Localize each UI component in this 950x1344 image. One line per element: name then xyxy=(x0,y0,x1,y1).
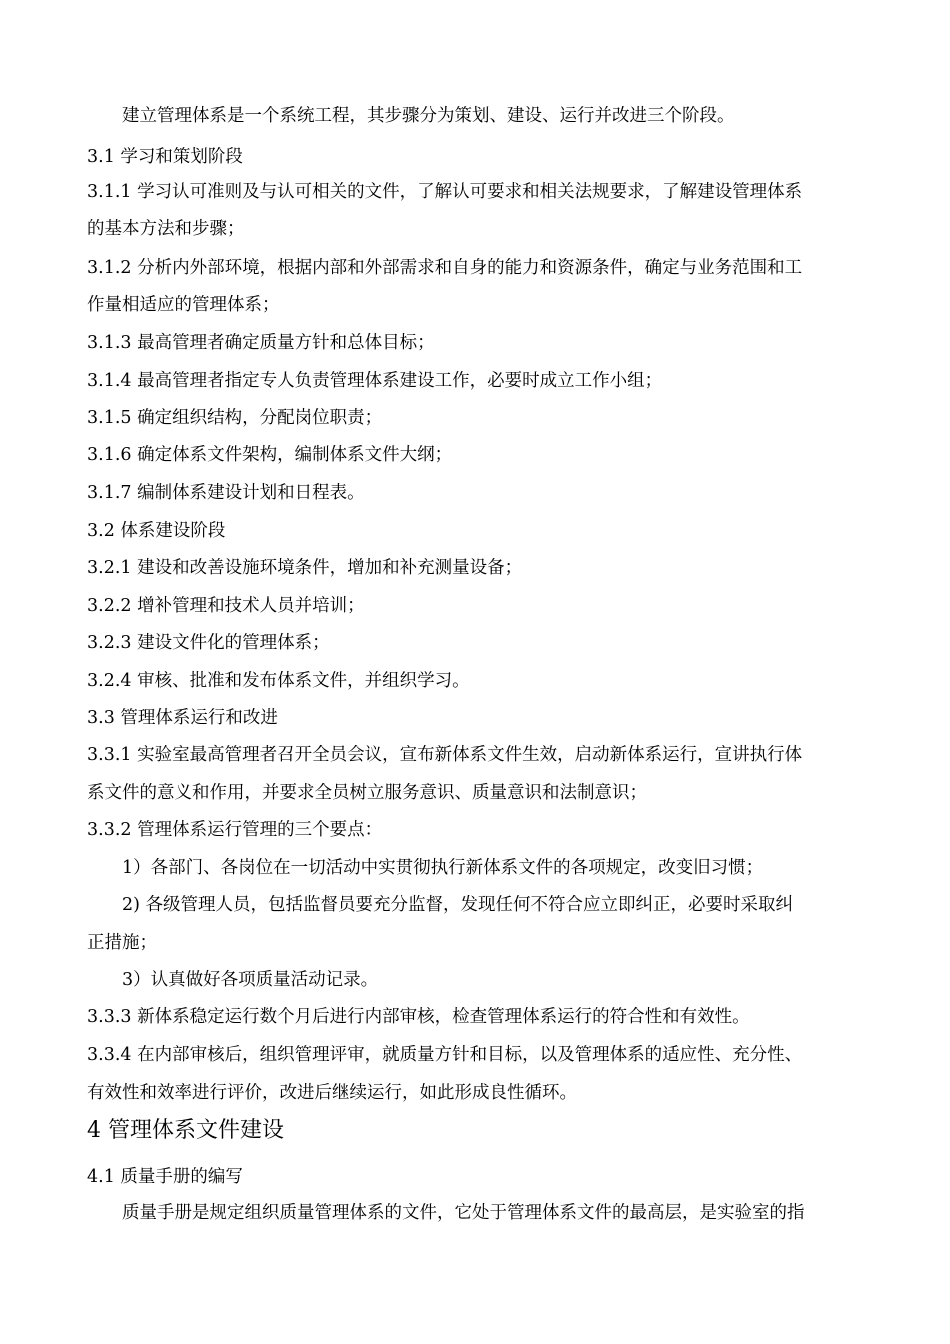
item-3-3-3: 3.3.3 新体系稳定运行数个月后进行内部审核，检查管理体系运行的符合性和有效性。 xyxy=(87,1007,750,1027)
paragraph-3-1-2: 3.1.2 分析内外部环境，根据内部和外部需求和自身的能力和资源条件，确定与业务范围和工 xyxy=(87,258,803,278)
item-3-1-4: 3.1.4 最高管理者指定专人负责管理体系建设工作，必要时成立工作小组； xyxy=(87,371,663,391)
heading-3-1: 3.1 学习和策划阶段 xyxy=(87,147,243,167)
heading-4-1: 4.1 质量手册的编写 xyxy=(87,1167,243,1187)
item-3-3-4-cont: 有效性和效率进行评价，改进后继续运行，如此形成良性循环。 xyxy=(87,1083,577,1103)
item-3-2-4: 3.2.4 审核、批准和发布体系文件，并组织学习。 xyxy=(87,671,470,691)
item-3-1-5: 3.1.5 确定组织结构，分配岗位职责； xyxy=(87,408,383,428)
heading-4: 4 管理体系文件建设 xyxy=(87,1118,284,1143)
paragraph-3-1-2-cont: 作量相适应的管理体系； xyxy=(87,295,280,315)
subitem-2-cont: 正措施； xyxy=(87,933,157,953)
paragraph-3-3-1-cont: 系文件的意义和作用，并要求全员树立服务意识、质量意识和法制意识； xyxy=(87,783,647,803)
paragraph-intro: 建立管理体系是一个系统工程，其步骤分为策划、建设、运行并改进三个阶段。 xyxy=(122,106,735,126)
paragraph-3-3-1: 3.3.1 实验室最高管理者召开全员会议，宣布新体系文件生效，启动新体系运行，宣讲执行体 xyxy=(87,745,803,765)
item-3-1-6: 3.1.6 确定体系文件架构，编制体系文件大纲； xyxy=(87,445,453,465)
item-3-1-7: 3.1.7 编制体系建设计划和日程表。 xyxy=(87,483,365,503)
item-3-3-2: 3.3.2 管理体系运行管理的三个要点： xyxy=(87,820,383,840)
subitem-1: 1）各部门、各岗位在一切活动中实贯彻执行新体系文件的各项规定，改变旧习惯； xyxy=(122,858,764,878)
item-3-2-3: 3.2.3 建设文件化的管理体系； xyxy=(87,633,330,653)
heading-3-3: 3.3 管理体系运行和改进 xyxy=(87,708,278,728)
paragraph-3-1-1: 3.1.1 学习认可准则及与认可相关的文件，了解认可要求和相关法规要求，了解建设管理体系 xyxy=(87,182,803,202)
paragraph-4-1: 质量手册是规定组织质量管理体系的文件，它处于管理体系文件的最高层，是实验室的指 xyxy=(122,1203,805,1223)
item-3-2-2: 3.2.2 增补管理和技术人员并培训； xyxy=(87,596,365,616)
subitem-3: 3）认真做好各项质量活动记录。 xyxy=(122,970,379,990)
item-3-2-1: 3.2.1 建设和改善设施环境条件，增加和补充测量设备； xyxy=(87,558,523,578)
subitem-2: 2) 各级管理人员，包括监督员要充分监督，发现任何不符合应立即纠正，必要时采取纠 xyxy=(122,895,794,915)
item-3-3-4: 3.3.4 在内部审核后，组织管理评审，就质量方针和目标，以及管理体系的适应性、充分性、 xyxy=(87,1045,803,1065)
item-3-1-3: 3.1.3 最高管理者确定质量方针和总体目标； xyxy=(87,333,435,353)
paragraph-3-1-1-cont: 的基本方法和步骤； xyxy=(87,219,245,239)
heading-3-2: 3.2 体系建设阶段 xyxy=(87,521,226,541)
